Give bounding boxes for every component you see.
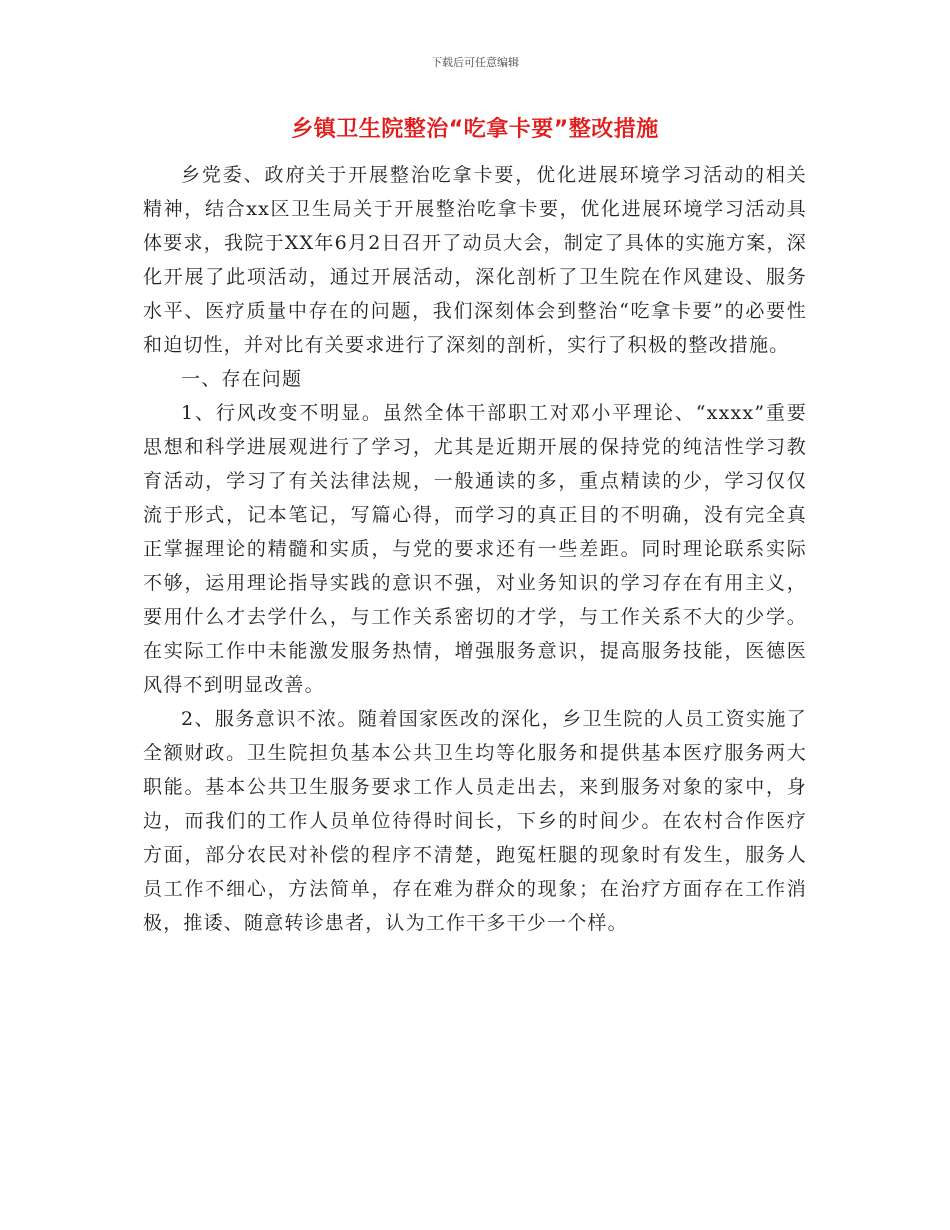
header-note: 下载后可任意编辑 [431, 56, 519, 69]
paragraph-item-2: 2、服务意识不浓。随着国家医改的深化，乡卫生院的人员工资实施了全额财政。卫生院担负基本公共卫生均等化服务和提供基本医疗服务两大职能。基本公共卫生服务要求工作人员走出去，来到服务对象的家中，身边，而我们的工作人员单位待得时间长，下乡的时间少。在农村合作医疗方面，部分农民对补偿的程序不清楚，跑冤枉腿的现象时有发生，服务人员工作不细心，方法简单，存在难为群众的现象；在治疗方面存在工作消极，推诿、随意转诊患者，认为工作干多干少一个样。 [143, 708, 807, 934]
section-heading: 一、存在问题 [181, 368, 303, 390]
document-title: 乡镇卫生院整治“吃拿卡要”整改措施 [291, 117, 659, 142]
document-body [143, 158, 807, 940]
paragraph-item-1: 1、行风改变不明显。虽然全体干部职工对邓小平理论、“xxxx”重要思想和科学进展观进行了学习，尤其是近期开展的保持党的纯洁性学习教育活动，学习了有关法律法规，一般通读的多，重点精读的少，学习仅仅流于形式，记本笔记，写篇心得，而学习的真正目的不明确，没有完全真正掌握理论的精髓和实质，与党的要求还有一些差距。同时理论联系实际不够，运用理论指导实践的意识不强，对业务知识的学习存在有用主义，要用什么才去学什么，与工作关系密切的才学，与工作关系不大的少学。在实际工作中未能激发服务热情，增强服务意识，提高服务技能，医德医风得不到明显改善。 [143, 402, 807, 696]
paragraph-intro: 乡党委、政府关于开展整治吃拿卡要，优化进展环境学习活动的相关精神，结合xx区卫生局关于开展整治吃拿卡要，优化进展环境学习活动具体要求，我院于XX年6月2日召开了动员大会，制定了具体的实施方案，深化开展了此项活动，通过开展活动，深化剖析了卫生院在作风建设、服务水平、医疗质量中存在的问题，我们深刻体会到整治“吃拿卡要”的必要性和迫切性，并对比有关要求进行了深刻的剖析，实行了积极的整改措施。 [143, 164, 807, 356]
